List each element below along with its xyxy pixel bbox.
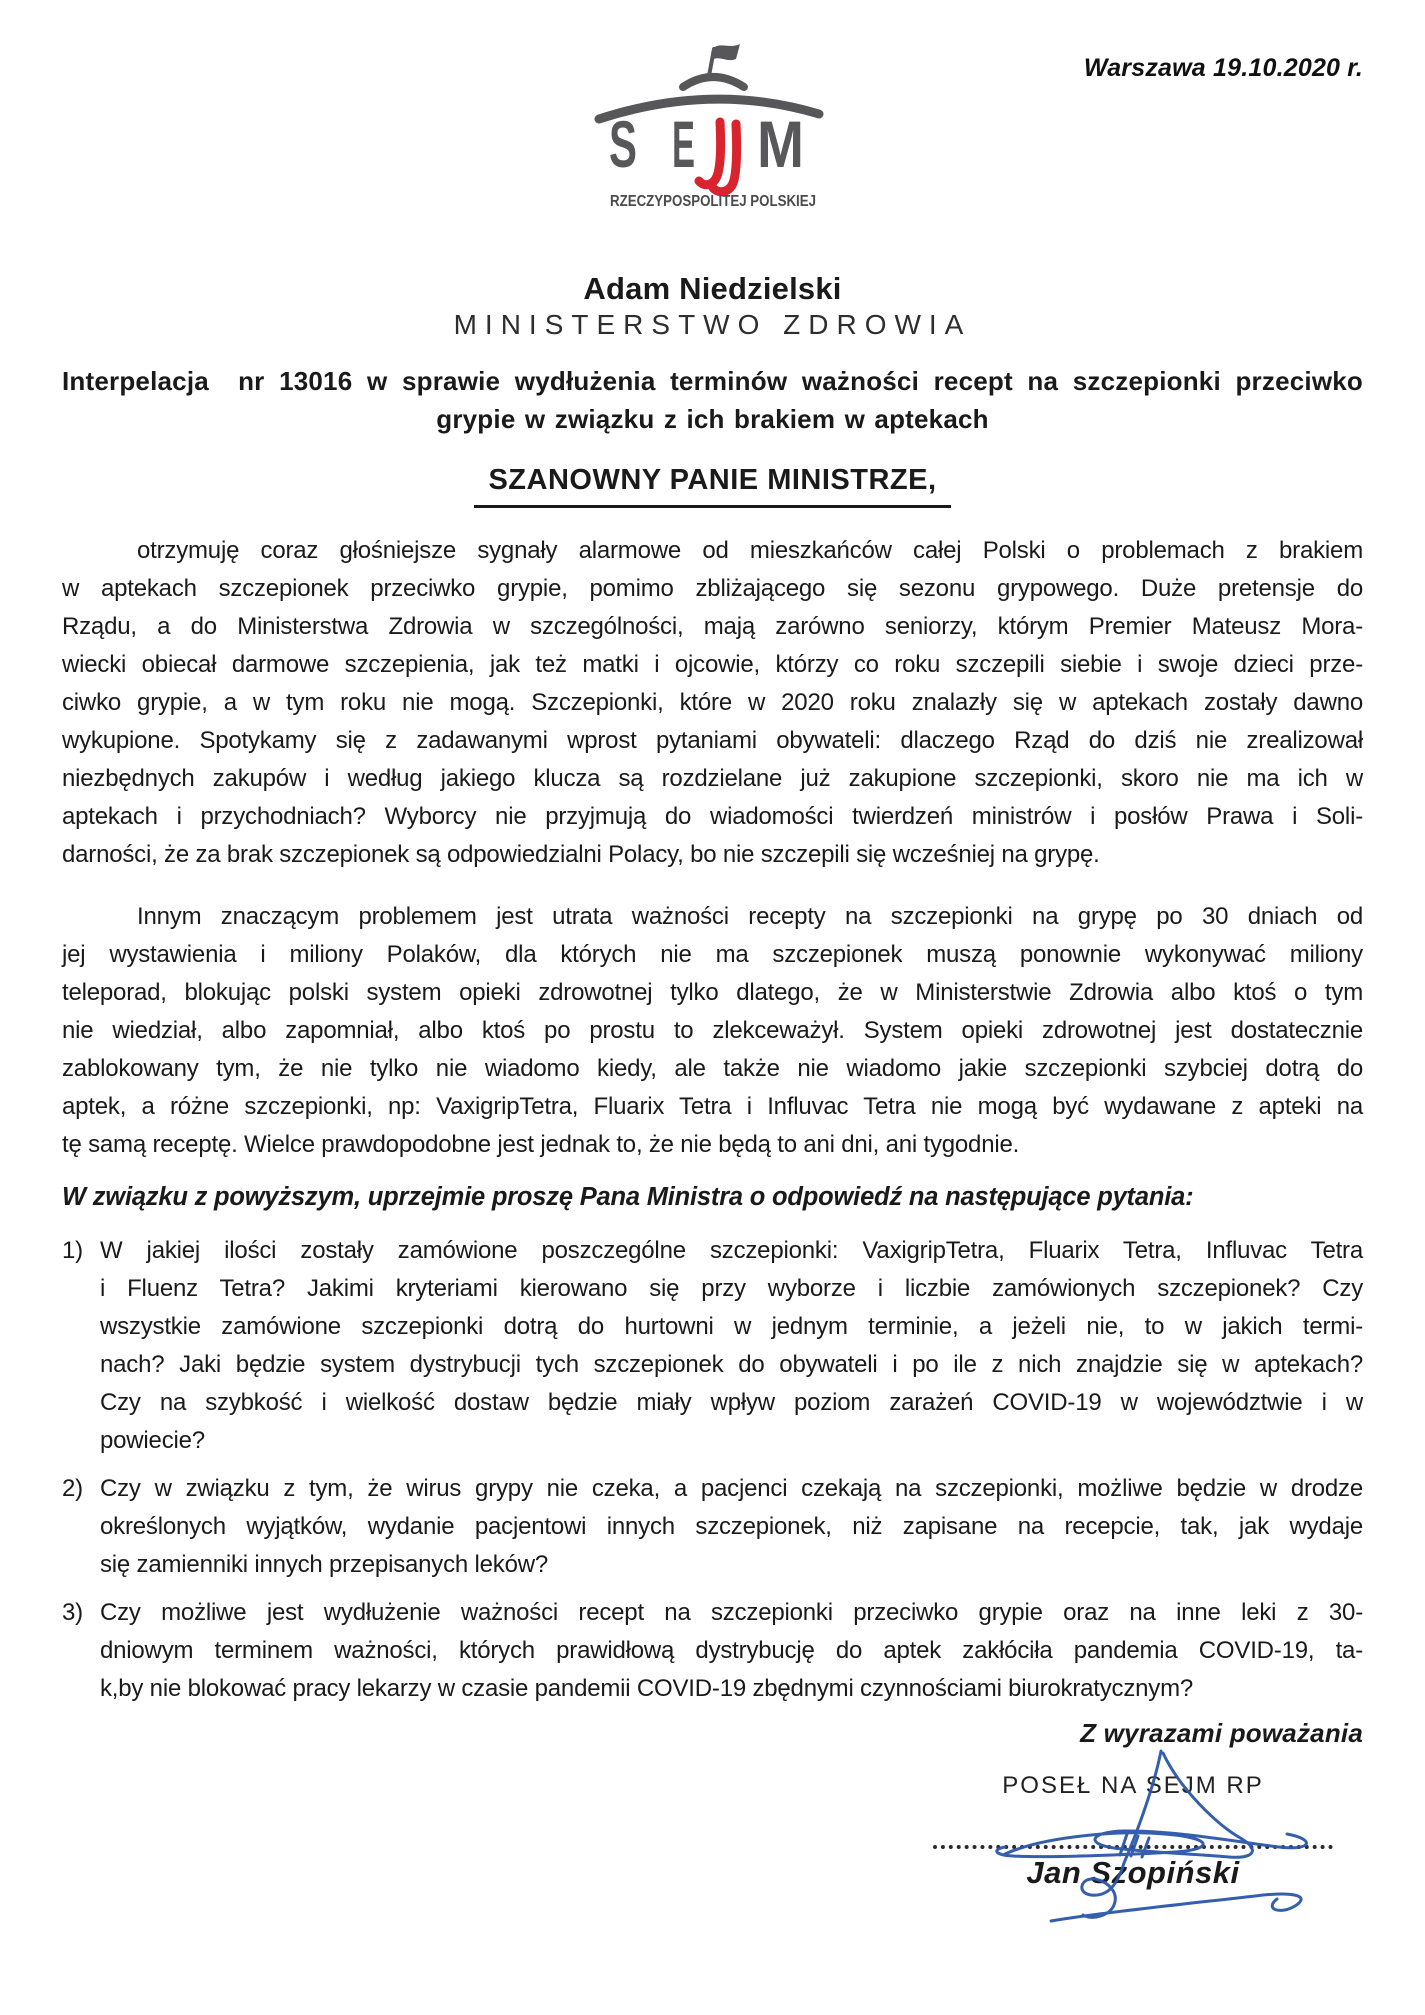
- text-line: wykupione. Spotykamy się z zadawanymi wprost pytaniami obywateli: dlaczego Rząd do dziś nie zrealizował: [62, 727, 1363, 754]
- logo-letter-s: S: [608, 107, 637, 181]
- letterhead: [62, 0, 1363, 212]
- paragraph-1: [62, 532, 1363, 874]
- question-item-1: [62, 1232, 1363, 1460]
- text-line: Rządu, a do Ministerstwa Zdrowia w szczególności, mają zarówno seniorzy, którym Premier Mateusz Mora-: [62, 613, 1363, 640]
- signature-block: [933, 1773, 1333, 1891]
- question-number: 1): [62, 1237, 83, 1264]
- questions-lead: W związku z powyższym, uprzejmie proszę Pana Ministra o odpowiedź na następujące pytania:: [62, 1183, 1194, 1211]
- questions-list: [62, 1232, 1363, 1708]
- text-line: wiecki obiecał darmowe szczepienia, jak też matki i ojcowie, którzy co roku szczepili siebie i swoje dzieci prze-: [62, 651, 1363, 678]
- signer-name: Jan Szopiński: [1026, 1855, 1240, 1890]
- text-line: nie wiedział, albo zapomniał, albo ktoś po prostu to zlekceważył. System opieki zdrowotnej jest dostatecznie: [62, 1017, 1363, 1044]
- dome-top-arc: [683, 77, 744, 87]
- text-line: i Fluenz Tetra? Jakimi kryteriami kierowano się przy wyborze i liczbie zamówionych szczepionek? Czy: [100, 1275, 1363, 1302]
- sejm-logo-icon: [563, 40, 863, 210]
- flag-icon: [712, 44, 740, 60]
- text-line: określonych wyjątków, wydanie pacjentowi innych szczepionek, niż zapisane na recepcie, tak, jak wydaje: [100, 1513, 1363, 1540]
- text-line: aptekach i przychodniach? Wyborcy nie przyjmują do wiadomości twierdzeń ministrów i posłów Prawa i Soli-: [62, 803, 1363, 830]
- paragraph-2: [62, 898, 1363, 1164]
- question-text: [100, 1594, 1363, 1708]
- text-line: się zamienniki innych przepisanych leków?: [100, 1551, 549, 1578]
- logo-caption: RZECZYPOSPOLITEJ POLSKIEJ: [609, 193, 816, 210]
- question-item-2: [62, 1470, 1363, 1584]
- addressee-block: [62, 272, 1363, 342]
- question-item-3: [62, 1594, 1363, 1708]
- text-line: W jakiej ilości zostały zamówione poszczególne szczepionki: VaxigripTetra, Fluarix Tetra, Influvac Tetra: [100, 1237, 1363, 1264]
- text-line: Czy na szybkość i wielkość dostaw będzie miały wpływ poziom zarażeń COVID-19 w województwie i w: [100, 1389, 1363, 1416]
- text-line: ciwko grypie, a w tym roku nie mogą. Szczepionki, które w 2020 roku znalazły się w aptekach zostały dawno: [62, 689, 1363, 716]
- closing-phrase: Z wyrazami poważania: [1080, 1718, 1363, 1748]
- text-line: aptek, a różne szczepionki, np: VaxigripTetra, Fluarix Tetra i Influvac Tetra nie mogą być wydawane z apteki na: [62, 1093, 1363, 1120]
- text-line: Interpelacja nr 13016 w sprawie wydłużenia terminów ważności recept na szczepionki przeciwko: [62, 366, 1363, 396]
- subject-line: [62, 362, 1363, 438]
- text-line: Czy możliwe jest wydłużenie ważności recept na szczepionki przeciwko grypie oraz na inne leki z 30-: [100, 1599, 1363, 1626]
- logo-letter-m: M: [756, 107, 804, 181]
- signature-dotted-line: [933, 1845, 1333, 1849]
- text-line: zablokowany tym, że nie tylko nie wiadomo kiedy, ale także nie wiadomo jakie szczepionki szybciej dotrą do: [62, 1055, 1363, 1082]
- text-line: dniowym terminem ważności, których prawidłową dystrybucję do aptek zakłóciła pandemia COVID-19, ta-: [100, 1637, 1363, 1664]
- letter-date: Warszawa 19.10.2020 r.: [1083, 54, 1363, 82]
- text-line: k,by nie blokować pracy lekarzy w czasie pandemii COVID-19 zbędnymi czynnościami biurokratycznym?: [100, 1675, 1194, 1702]
- text-line: teleporad, blokując polski system opieki zdrowotnej tylko dlatego, że w Ministerstwie Zdrowia albo ktoś o tym: [62, 979, 1363, 1006]
- text-line: Innym znaczącym problemem jest utrata ważności recepty na szczepionki na grypę po 30 dniach od: [137, 903, 1363, 930]
- signer-role: POSEŁ NA SEJM RP: [1002, 1772, 1264, 1799]
- text-line: darności, że za brak szczepionek są odpowiedzialni Polacy, bo nie szczepili się wcześniej na grypę.: [62, 841, 1100, 868]
- text-line: niezbędnych zakupów i według jakiego klucza są rozdzielane już zakupione szczepionki, skoro nie ma ich w: [62, 765, 1363, 792]
- text-line: jej wystawienia i miliony Polaków, dla których nie ma szczepionek muszą ponownie wykonywać miliony: [62, 941, 1363, 968]
- logo-letter-e: E: [671, 107, 695, 181]
- question-number: 2): [62, 1475, 83, 1502]
- text-line: Czy w związku z tym, że wirus grypy nie czeka, a pacjenci czekają na szczepionki, możliwe będzie w drodze: [100, 1475, 1363, 1502]
- logo-letter-j1: [699, 122, 721, 185]
- question-number: 3): [62, 1599, 83, 1626]
- text-line: grypie w związku z ich brakiem w aptekach: [436, 404, 989, 434]
- question-text: [100, 1232, 1363, 1460]
- salutation: SZANOWNY PANIE MINISTRZE,: [474, 464, 950, 508]
- text-line: w aptekach szczepionek przeciwko grypie, pomimo zbliżającego się sezonu grypowego. Duże pretensje do: [62, 575, 1363, 602]
- text-line: tę samą receptę. Wielce prawdopodobne jest jednak to, że nie będą to ani dni, ani tygodnie.: [62, 1131, 1020, 1158]
- text-line: powiecie?: [100, 1427, 205, 1454]
- question-text: [100, 1470, 1363, 1584]
- text-line: wszystkie zamówione szczepionki dotrą do hurtowni w jednym terminie, a jeżeli nie, to w jakich termi-: [100, 1313, 1363, 1340]
- text-line: nach? Jaki będzie system dystrybucji tych szczepionek do obywateli i po ile z nich znajdzie się w aptekach?: [100, 1351, 1363, 1378]
- salutation-row: [62, 464, 1363, 508]
- addressee-org: MINISTERSTWO ZDROWIA: [453, 309, 972, 340]
- addressee-name: Adam Niedzielski: [583, 271, 842, 306]
- sejm-logo: [563, 40, 863, 215]
- text-line: otrzymuję coraz głośniejsze sygnały alarmowe od mieszkańców całej Polski o problemach z brakiem: [137, 537, 1363, 564]
